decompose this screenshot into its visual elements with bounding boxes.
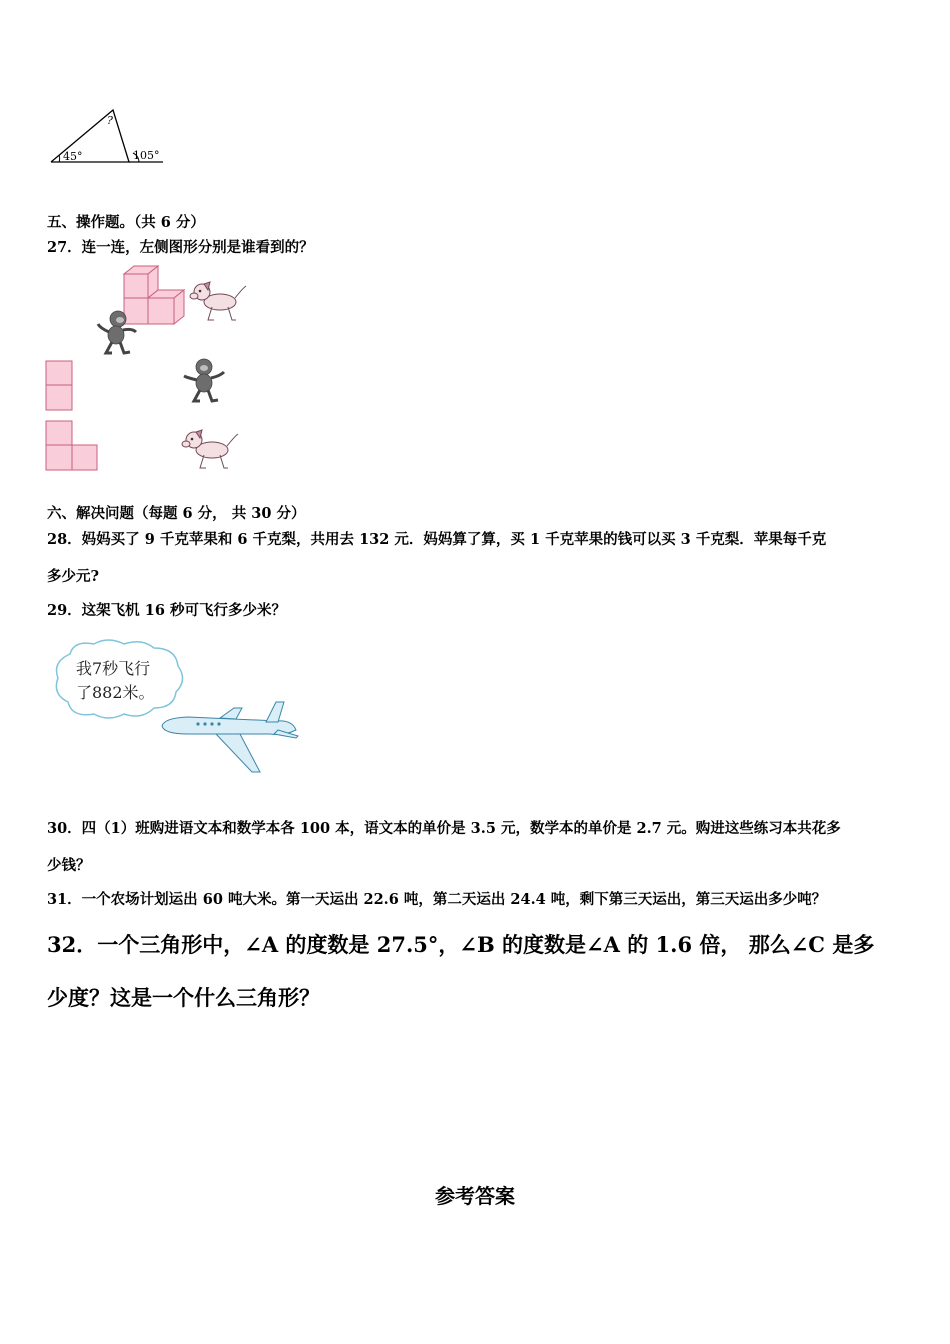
- q31-text: 31．一个农场计划运出 60 吨大米。第一天运出 22.6 吨，第二天运出 24.4 吨，剩下第三天运出，第三天运出多少吨？: [47, 891, 827, 908]
- q28-line1: 28．妈妈买了 9 千克苹果和 6 千克梨，共用去 132 元．妈妈算了算，买 1 千克苹果的钱可以买 3 千克梨．苹果每千克: [47, 531, 827, 548]
- angle-top-label: ?: [107, 114, 113, 127]
- dog-icon-option: [180, 428, 242, 472]
- monkey-icon-option: [180, 356, 228, 404]
- view-shape-1: [45, 360, 75, 412]
- q28-line2: 多少元?: [47, 568, 99, 585]
- section6-heading: 六、解决问题（每题 6 分， 共 30 分）: [47, 505, 306, 522]
- q29-text: 29．这架飞机 16 秒可飞行多少米？: [47, 602, 286, 619]
- airplane-icon: [158, 700, 300, 776]
- q32-line1: 32．一个三角形中，∠A 的度数是 27.5°，∠B 的度数是∠A 的 1.6 倍， 那么∠C 是多: [47, 932, 875, 957]
- view-shape-2: [45, 420, 100, 472]
- section5-heading: 五、操作题。（共 6 分）: [47, 214, 205, 231]
- bubble-line2: 了882米。: [76, 683, 155, 702]
- angle-left-label: 45°: [63, 150, 83, 163]
- angle-exterior-label: 105°: [133, 149, 160, 162]
- dog-icon: [188, 280, 250, 324]
- q32-line2: 少度？这是一个什么三角形？: [47, 985, 320, 1010]
- bubble-line1: 我7秒飞行: [76, 659, 151, 678]
- answer-key-title: 参考答案: [435, 1184, 515, 1208]
- q30-line2: 少钱？: [47, 857, 91, 874]
- q30-line1: 30．四（1）班购进语文本和数学本各 100 本，语文本的单价是 3.5 元，数学本的单价是 2.7 元。购进这些练习本共花多: [47, 820, 841, 837]
- monkey-icon: [92, 308, 140, 356]
- triangle-figure: [45, 102, 170, 170]
- q27-text: 27．连一连，左侧图形分别是谁看到的？: [47, 239, 314, 256]
